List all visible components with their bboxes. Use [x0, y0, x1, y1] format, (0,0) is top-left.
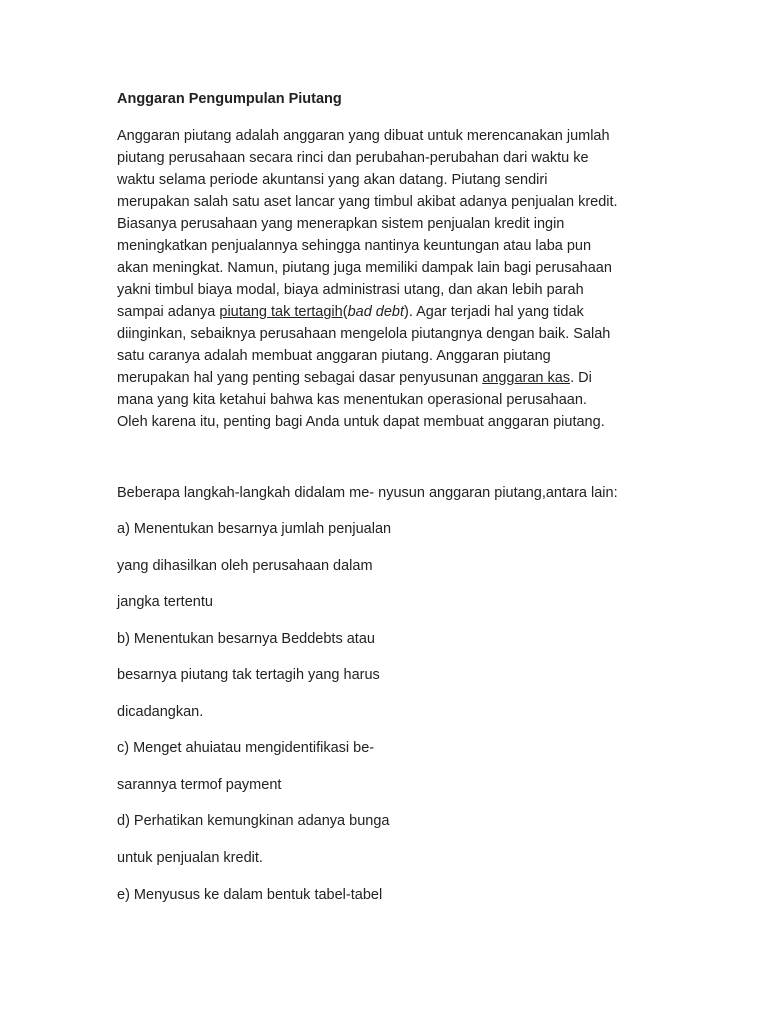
paragraph-line: meningkatkan penjualannya sehingga nantinya keuntungan atau laba pun	[117, 238, 592, 254]
steps-intro: Beberapa langkah-langkah didalam me- nyusun anggaran piutang,antara lain:	[117, 485, 618, 501]
paragraph-line	[117, 301, 677, 323]
paragraph-line: merupakan salah satu aset lancar yang timbul akibat adanya penjualan kredit.	[117, 194, 618, 210]
list-item: b) Menentukan besarnya Beddebts atau	[117, 631, 375, 647]
paragraph-line: diinginkan, sebaiknya perusahaan mengelola piutangnya dengan baik. Salah	[117, 326, 611, 342]
piutang-tak-tertagih-link[interactable]: piutang tak tertagih	[219, 304, 343, 320]
list-item: c) Menget ahuiatau mengidentifikasi be-	[117, 740, 375, 756]
paragraph-line: akan meningkat. Namun, piutang juga memiliki dampak lain bagi perusahaan	[117, 260, 612, 276]
paragraph-text: ). Agar terjadi hal yang tidak	[404, 304, 584, 320]
bad-debt-italic: bad debt	[347, 304, 405, 320]
list-item: sarannya termof payment	[117, 777, 282, 793]
paragraph-line: waktu selama periode akuntansi yang akan datang. Piutang sendiri	[117, 172, 548, 188]
anggaran-kas-link[interactable]: anggaran kas	[482, 370, 571, 386]
list-item: dicadangkan.	[117, 704, 204, 720]
paragraph-line	[117, 367, 677, 389]
paragraph-line: Oleh karena itu, penting bagi Anda untuk dapat membuat anggaran piutang.	[117, 414, 605, 430]
paragraph-text: (	[342, 304, 348, 320]
list-item: untuk penjualan kredit.	[117, 850, 263, 866]
document-title: Anggaran Pengumpulan Piutang	[117, 91, 342, 107]
list-item: jangka tertentu	[117, 594, 213, 610]
paragraph-line: Anggaran piutang adalah anggaran yang dibuat untuk merencanakan jumlah	[117, 128, 610, 144]
paragraph-line: satu caranya adalah membuat anggaran piutang. Anggaran piutang	[117, 348, 551, 364]
paragraph-line: piutang perusahaan secara rinci dan perubahan-perubahan dari waktu ke	[117, 150, 589, 166]
list-item: a) Menentukan besarnya jumlah penjualan	[117, 521, 392, 537]
paragraph-line: mana yang kita ketahui bahwa kas menentukan operasional perusahaan.	[117, 392, 587, 408]
list-item: yang dihasilkan oleh perusahaan dalam	[117, 558, 373, 574]
intro-paragraph	[117, 125, 677, 433]
paragraph-line: yakni timbul biaya modal, biaya administrasi utang, dan akan lebih parah	[117, 282, 584, 298]
paragraph-text: merupakan hal yang penting sebagai dasar penyusunan	[117, 370, 483, 386]
list-item: besarnya piutang tak tertagih yang harus	[117, 667, 380, 683]
paragraph-line: Biasanya perusahaan yang menerapkan sistem penjualan kredit ingin	[117, 216, 565, 232]
list-item: d) Perhatikan kemungkinan adanya bunga	[117, 813, 390, 829]
paragraph-text: . Di	[570, 370, 592, 386]
list-item: e) Menyusus ke dalam bentuk tabel-tabel	[117, 887, 383, 903]
paragraph-text: sampai adanya	[117, 304, 220, 320]
